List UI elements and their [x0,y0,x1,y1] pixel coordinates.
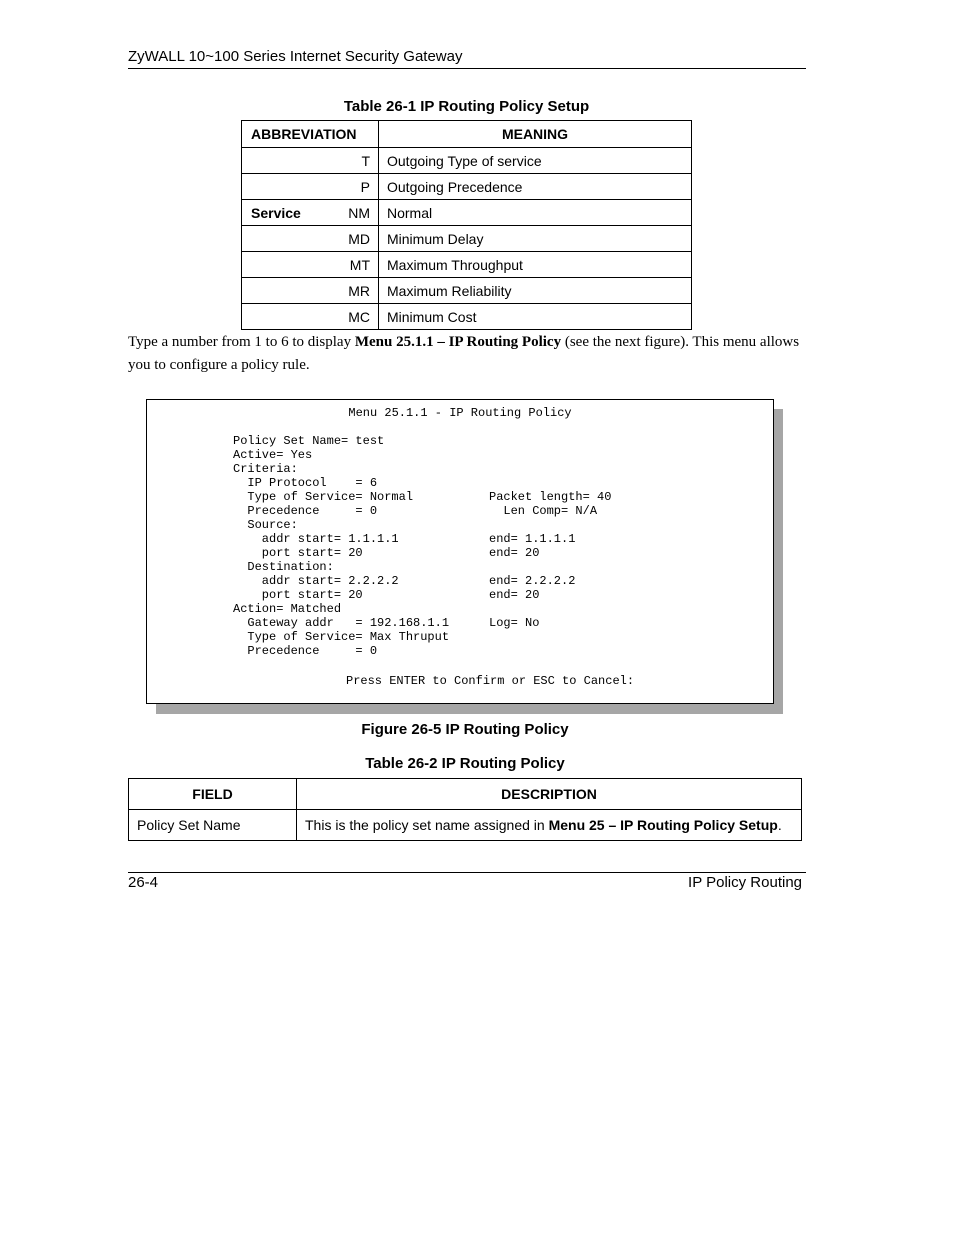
meaning-cell: Minimum Delay [379,226,692,252]
abbreviation-cell: MC [242,304,379,330]
table2-caption: Table 26-2 IP Routing Policy [365,755,565,772]
screen-line: end= 2.2.2.2 [489,574,576,588]
confirm-prompt: Press ENTER to Confirm or ESC to Cancel: [346,674,635,688]
running-header: ZyWALL 10~100 Series Internet Security Gateway [128,48,463,65]
table-header-row [242,121,692,148]
table-row [129,810,802,841]
screen-line: end= 20 [489,546,540,560]
abbreviation-cell: MD [242,226,379,252]
column-header: MEANING [379,121,692,148]
screen-line [489,448,611,462]
description-text: This is the policy set name assigned in [305,817,549,833]
paragraph-text: (see the next figure). This menu allows you to configure a policy rule. [128,334,800,373]
screen-line: Len Comp= N/A [489,504,598,518]
table-row [242,174,692,200]
screen-line [489,518,611,532]
table-row [242,200,692,226]
table-row [242,226,692,252]
screen-line: Precedence = 0 [233,504,378,518]
table-row [242,278,692,304]
table-row [242,148,692,174]
criteria-right-column [489,434,611,658]
abbreviation-cell: MT [242,252,379,278]
screen-line: port start= 20 [233,546,363,560]
criteria-left-column [233,434,449,658]
figure-caption: Figure 26-5 IP Routing Policy [361,721,569,738]
table-row [242,252,692,278]
field-cell: Policy Set Name [129,810,297,841]
description-cell [297,810,802,841]
screen-line: Source: [233,518,298,532]
menu-reference: Menu 25.1.1 – IP Routing Policy [354,334,562,350]
paragraph-text: Type a number from 1 to 6 to display [128,334,355,350]
abbreviation-cell: P [242,174,379,200]
screen-line: Log= No [489,616,540,630]
abbreviation-code: NM [348,204,370,221]
screen-line: Gateway addr = 192.168.1.1 [233,616,450,630]
screen-line: Type of Service= Max Thruput [233,630,450,644]
table1-caption: Table 26-1 IP Routing Policy Setup [343,98,590,115]
routing-policy-table [128,778,802,841]
screen-line: Packet length= 40 [489,490,612,504]
footer-rule [128,872,806,873]
screen-line: Action= Matched [233,602,342,616]
screen-line: end= 1.1.1.1 [489,532,576,546]
body-paragraph [128,331,802,377]
table-row [242,304,692,330]
screen-line [489,434,611,448]
screen-line: Destination: [233,560,334,574]
screen-line: Type of Service= Normal [233,490,414,504]
abbreviation-cell: MR [242,278,379,304]
meaning-cell: Outgoing Precedence [379,174,692,200]
menu-reference: Menu 25 – IP Routing Policy Setup [548,817,778,833]
meaning-cell: Minimum Cost [379,304,692,330]
meaning-cell: Outgoing Type of service [379,148,692,174]
screen-line: Active= Yes [233,448,313,462]
meaning-cell: Normal [379,200,692,226]
menu-title: Menu 25.1.1 - IP Routing Policy [348,406,572,420]
screen-line: port start= 20 [233,588,363,602]
screen-line [489,602,611,616]
screen-line [489,476,611,490]
service-group-label: Service [251,204,301,221]
screen-line: addr start= 2.2.2.2 [233,574,399,588]
screen-line: Criteria: [233,462,298,476]
page-number: 26-4 [128,874,159,891]
column-header: DESCRIPTION [297,779,802,810]
description-text: . [777,817,782,833]
header-rule [128,68,806,69]
screen-line [489,630,611,644]
table-header-row [129,779,802,810]
screen-line: Policy Set Name= test [233,434,385,448]
screen-line [489,560,611,574]
routing-policy-setup-table [241,120,692,330]
section-name: IP Policy Routing [688,874,802,891]
abbreviation-cell [242,200,379,226]
screen-line: IP Protocol = 6 [233,476,378,490]
meaning-cell: Maximum Reliability [379,278,692,304]
screen-line [489,644,611,658]
screen-line: Precedence = 0 [233,644,378,658]
terminal-screen [146,399,774,704]
screen-line: end= 20 [489,588,540,602]
screen-line: addr start= 1.1.1.1 [233,532,399,546]
screen-line [489,462,611,476]
meaning-cell: Maximum Throughput [379,252,692,278]
column-header: ABBREVIATION [242,121,379,148]
column-header: FIELD [129,779,297,810]
abbreviation-cell: T [242,148,379,174]
